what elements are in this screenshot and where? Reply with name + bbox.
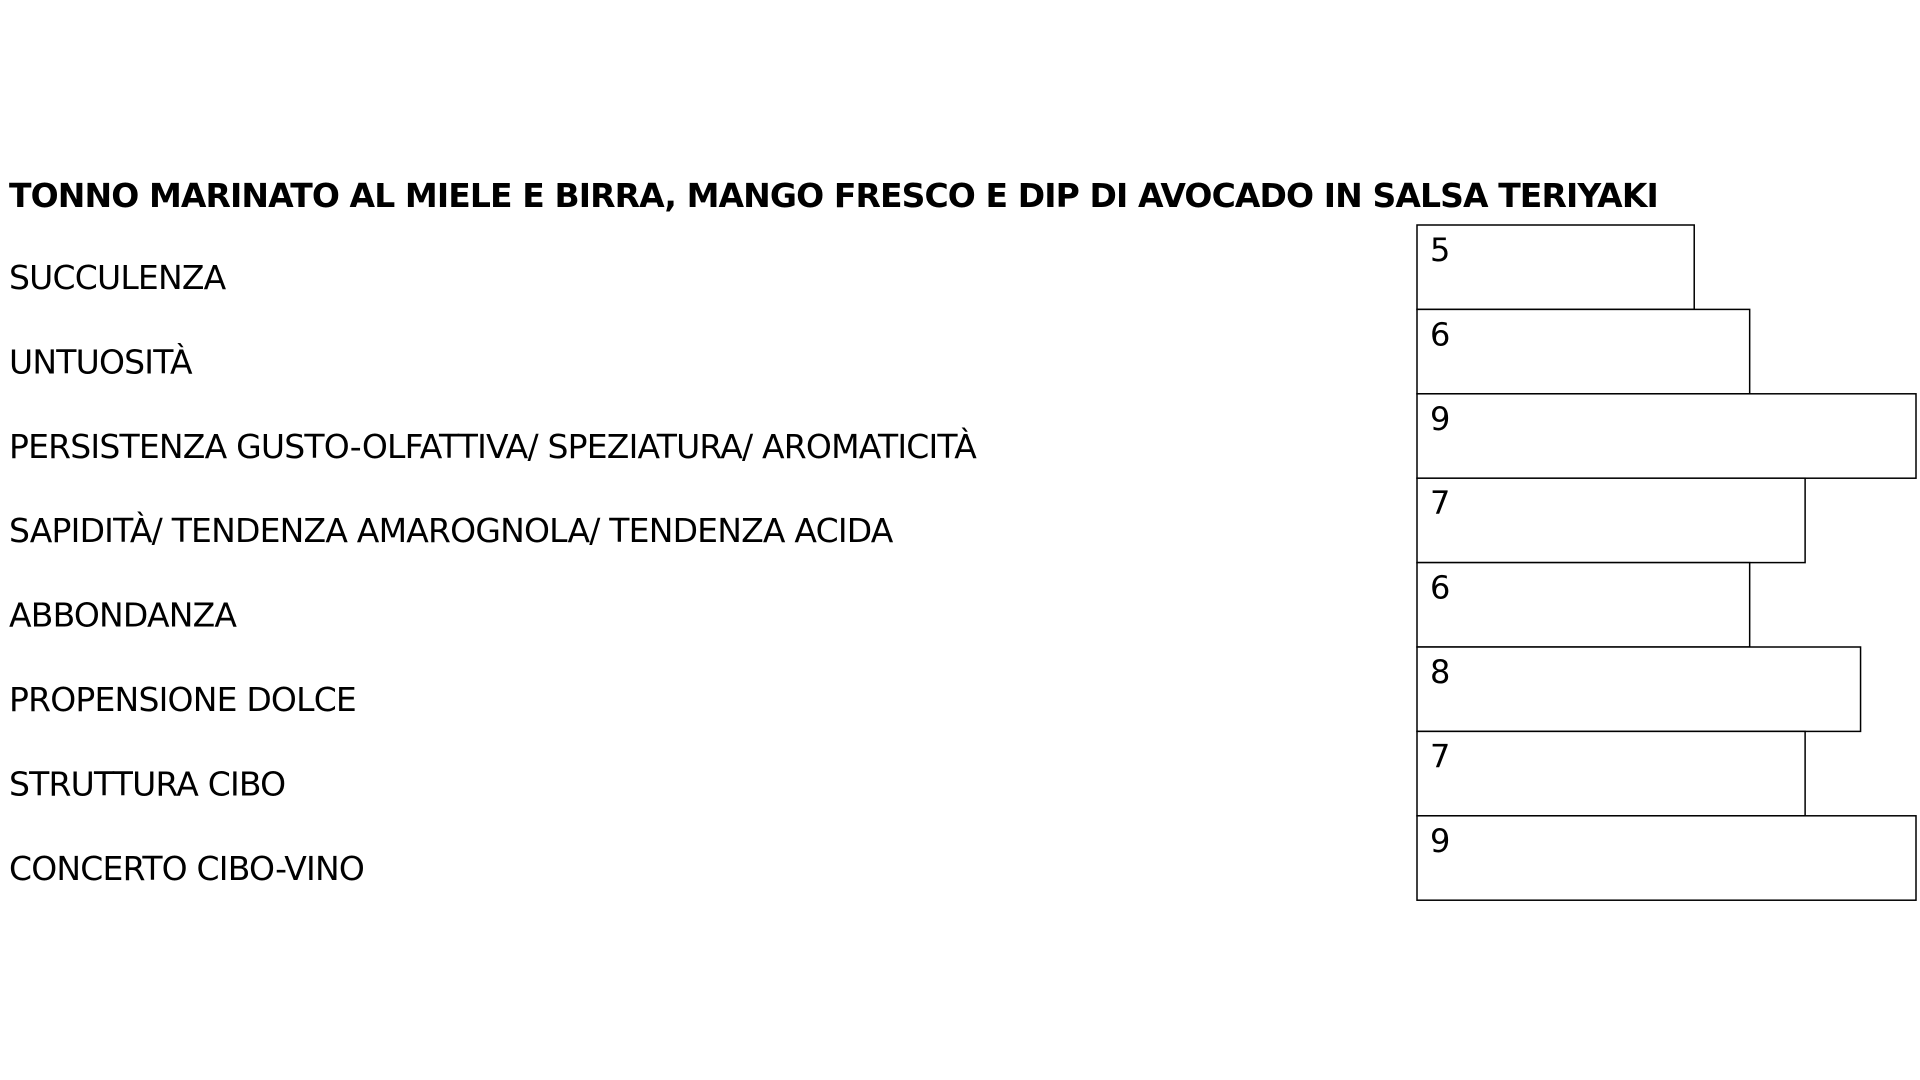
bar-4 — [1417, 478, 1805, 562]
category-labels — [9, 258, 977, 888]
category-label-8: CONCERTO CIBO-VINO — [9, 848, 365, 888]
chart-title: TONNO MARINATO AL MIELE E BIRRA, MANGO FRESCO E DIP DI AVOCADO IN SALSA TERIYAKI — [9, 176, 1658, 215]
bar-1 — [1417, 225, 1694, 309]
category-label-6: PROPENSIONE DOLCE — [9, 680, 356, 719]
category-label-4: SAPIDITÀ/ TENDENZA AMAROGNOLA/ TENDENZA ACIDA — [9, 511, 893, 551]
value-label-8: 9 — [1430, 821, 1451, 860]
category-label-7: STRUTTURA CIBO — [9, 764, 286, 804]
category-label-1: SUCCULENZA — [9, 258, 226, 297]
bar-6 — [1417, 647, 1861, 731]
category-label-3: PERSISTENZA GUSTO-OLFATTIVA/ SPEZIATURA/ AROMATICITÀ — [9, 426, 976, 466]
value-label-1: 5 — [1430, 231, 1451, 269]
value-label-2: 6 — [1430, 315, 1451, 354]
value-label-4: 7 — [1430, 484, 1451, 523]
bar-7 — [1417, 731, 1805, 815]
bar-5 — [1417, 563, 1750, 647]
value-label-3: 9 — [1430, 399, 1451, 438]
value-label-6: 8 — [1430, 653, 1451, 691]
bar-3 — [1417, 394, 1916, 478]
category-label-2: UNTUOSITÀ — [9, 342, 192, 382]
bars — [1417, 225, 1916, 900]
bar-8 — [1417, 816, 1916, 900]
category-label-5: ABBONDANZA — [9, 595, 237, 635]
value-label-5: 6 — [1430, 568, 1451, 607]
bar-2 — [1417, 309, 1750, 393]
value-label-7: 7 — [1430, 737, 1451, 776]
